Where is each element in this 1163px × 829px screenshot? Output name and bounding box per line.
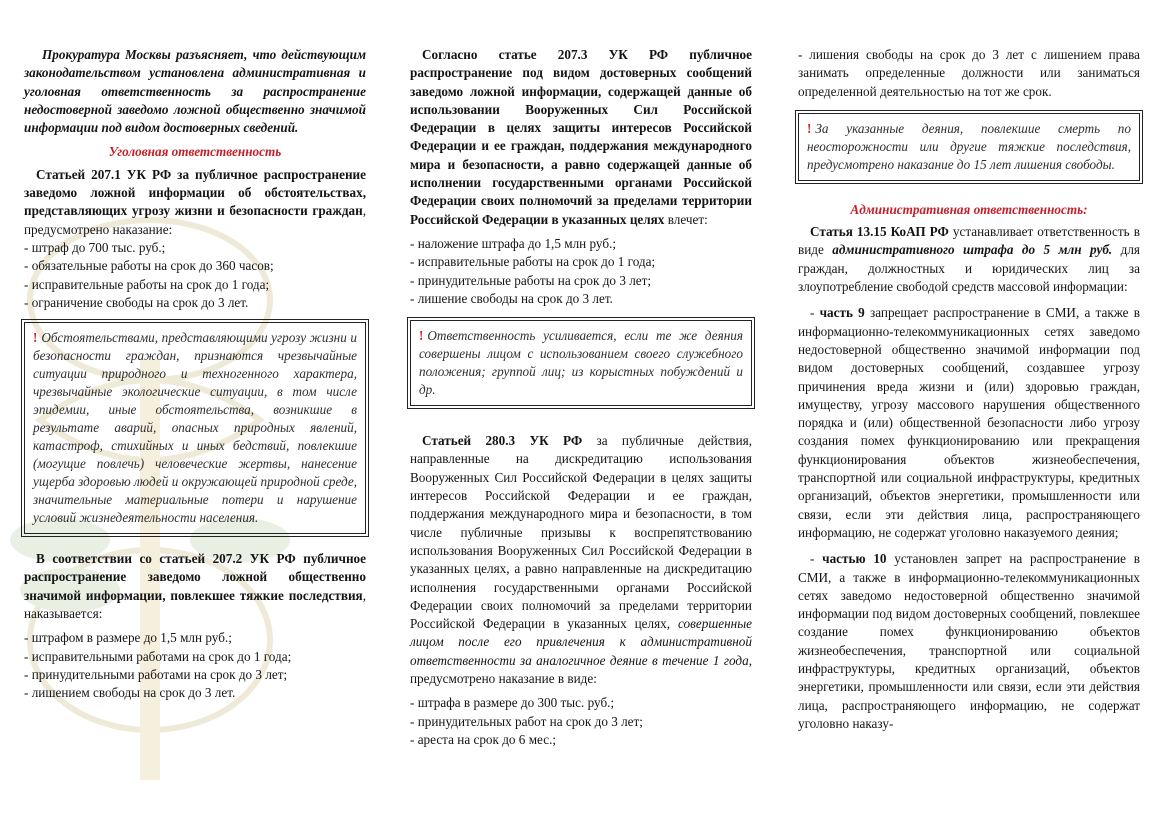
article-207-3-penalties [410, 235, 752, 308]
list-item: - исправительные работы на срок до 1 года; [24, 276, 366, 294]
list-item: - принудительными работами на срок до 3 лет; [24, 666, 366, 684]
administrative-liability-heading: Административная ответственность: [850, 201, 1088, 217]
article-207-3-paragraph: Согласно статье 207.3 УК РФ публичное распространение под видом достоверных сообщений заведомо ложной информации, содержащей данные об использовании Вооруженных Сил Российской Федерации в целях защиты интересов Российской Федерации и ее граждан, поддержания международного мира и безопасности, а равно содержащей данные об исполнении государственными органами Российской Федерации своих полномочий за пределами территории Российской Федерации в указанных целях влечет: [410, 47, 752, 227]
list-item: - исправительные работы на срок до 1 года; [410, 253, 752, 271]
column-right [798, 0, 1140, 733]
article-280-3-paragraph: Статьей 280.3 УК РФ за публичные действия, направленные на дискредитацию использования Вооруженных Сил Российской Федерации в целях защиты интересов Российской Федерации и ее граждан, поддержания международного мира и безопасности, в том числе публичные призывы к воспрепятствованию использования Вооруженных Сил Российской Федерации в указанных целях, а равно направленные на дискредитацию исполнения государственными органами Российской Федерации своих полномочий за пределами территории Российской Федерации в указанных целях, совершенные лицом после его привлечения к административной ответственности за аналогичное деяние в течение 1 года, предусмотрено наказание в виде: [410, 433, 752, 687]
exclamation-icon: ! [807, 120, 812, 136]
article-207-1-penalties [24, 239, 366, 312]
grave-consequences-box: ! За указанные деяния, повлекшие смерть по неосторожности или другие тяжкие последствия, предусмотрено наказание до 15 лет лишения свободы. [798, 113, 1140, 181]
list-item: - штрафом в размере до 1,5 млн руб.; [24, 629, 366, 647]
article-207-2-paragraph: В соответствии со статьей 207.2 УК РФ публичное распространение заведомо ложной общественно значимой информации, повлекшее тяжкие последствия, наказывается: [24, 551, 366, 622]
list-item: - наложение штрафа до 1,5 млн руб.; [410, 235, 752, 253]
threat-definition-box: ! Обстоятельствами, представляющими угрозу жизни и безопасности граждан, признаются чрезвычайные ситуации природного и техногенного характера, чрезвычайные экологические ситуации, в том числе эпидемии, иные обстоятельства, возникшие в результате аварий, опасных природных явлений, катастроф, стихийных и иных бедствий, повлекшие (могущие повлечь) человеческие жертвы, нанесение ущерба здоровью людей и окружающей природной среде, значительные материальные потери и нарушение условий жизнедеятельности населения. [24, 322, 366, 534]
list-item: - ограничение свободы на срок до 3 лет. [24, 294, 366, 312]
article-207-2-penalties [24, 629, 366, 702]
continued-penalties [798, 46, 1140, 101]
exclamation-icon: ! [33, 330, 38, 346]
list-item: - лишения свободы на срок до 3 лет с лишением права занимать определенные должности или заниматься определенной деятельностью на тот же срок. [798, 46, 1140, 101]
list-item: - штрафа в размере до 300 тыс. руб.; [410, 694, 752, 712]
column-middle [410, 0, 752, 749]
part-10-paragraph: - частью 10 установлен запрет на распространение в СМИ, а также в информационно-телекоммуникационных сетях заведомо недостоверной общественно значимой информации под видом достоверных сообщений, повлекшее создание помех функционированию объектов жизнеобеспечения, транспортной или социальной инфраструктуры, кредитных организаций, объектов энергетики, промышленности или связи, если эти действия лица, распространяющего информацию, не содержат уголовно наказу- [798, 551, 1140, 731]
list-item: - лишение свободы на срок до 3 лет. [410, 290, 752, 308]
intro-paragraph: Прокуратура Москвы разъясняет, что действующим законодательством установлена административная и уголовная ответственность за распространение недостоверной заведомо ложной общественно значимой информации под видом достоверных сведений. [24, 47, 366, 136]
article-207-1-paragraph: Статьей 207.1 УК РФ за публичное распространение заведомо ложной информации об обстоятельствах, представляющих угрозу жизни и безопасности граждан, предусмотрено наказание: [24, 166, 366, 237]
list-item: - обязательные работы на срок до 360 часов; [24, 257, 366, 275]
list-item: - ареста на срок до 6 мес.; [410, 731, 752, 749]
criminal-liability-heading: Уголовная ответственность [108, 144, 282, 160]
part-9-paragraph: - часть 9 запрещает распространение в СМИ, а также в информационно-телекоммуникационных сетях заведомо недостоверной общественно значимой информации под видом достоверных сообщений, создавшее угрозу причинения вреда жизни и (или) здоровью граждан, имуществу, угрозу массового нарушения общественного порядка и (или) общественной безопасности либо угрозу создания помех функционированию или прекращения функционирования объектов жизнеобеспечения, транспортной или социальной инфраструктуры, кредитных организаций, объектов энергетики, промышленности или связи, если эти действия лица, распространяющего информацию, не содержат уголовно наказуемого деяния; [798, 305, 1140, 540]
list-item: - принудительные работы на срок до 3 лет; [410, 272, 752, 290]
list-item: - принудительных работ на срок до 3 лет; [410, 713, 752, 731]
list-item: - лишением свободы на срок до 3 лет. [24, 684, 366, 702]
article-13-15-paragraph: Статья 13.15 КоАП РФ устанавливает ответственность в виде административного штрафа до 5 млн руб. для граждан, должностных и юридических лиц за злоупотребление свободой средств массовой информации: [798, 224, 1140, 295]
column-left [24, 0, 366, 703]
aggravation-box: ! Ответственность усиливается, если те же деяния совершены лицом с использованием своего служебного положения; группой лиц; из корыстных побуждений и др. [410, 320, 752, 406]
exclamation-icon: ! [419, 328, 424, 344]
list-item: - исправительными работами на срок до 1 года; [24, 648, 366, 666]
list-item: - штраф до 700 тыс. руб.; [24, 239, 366, 257]
article-280-3-penalties [410, 694, 752, 749]
